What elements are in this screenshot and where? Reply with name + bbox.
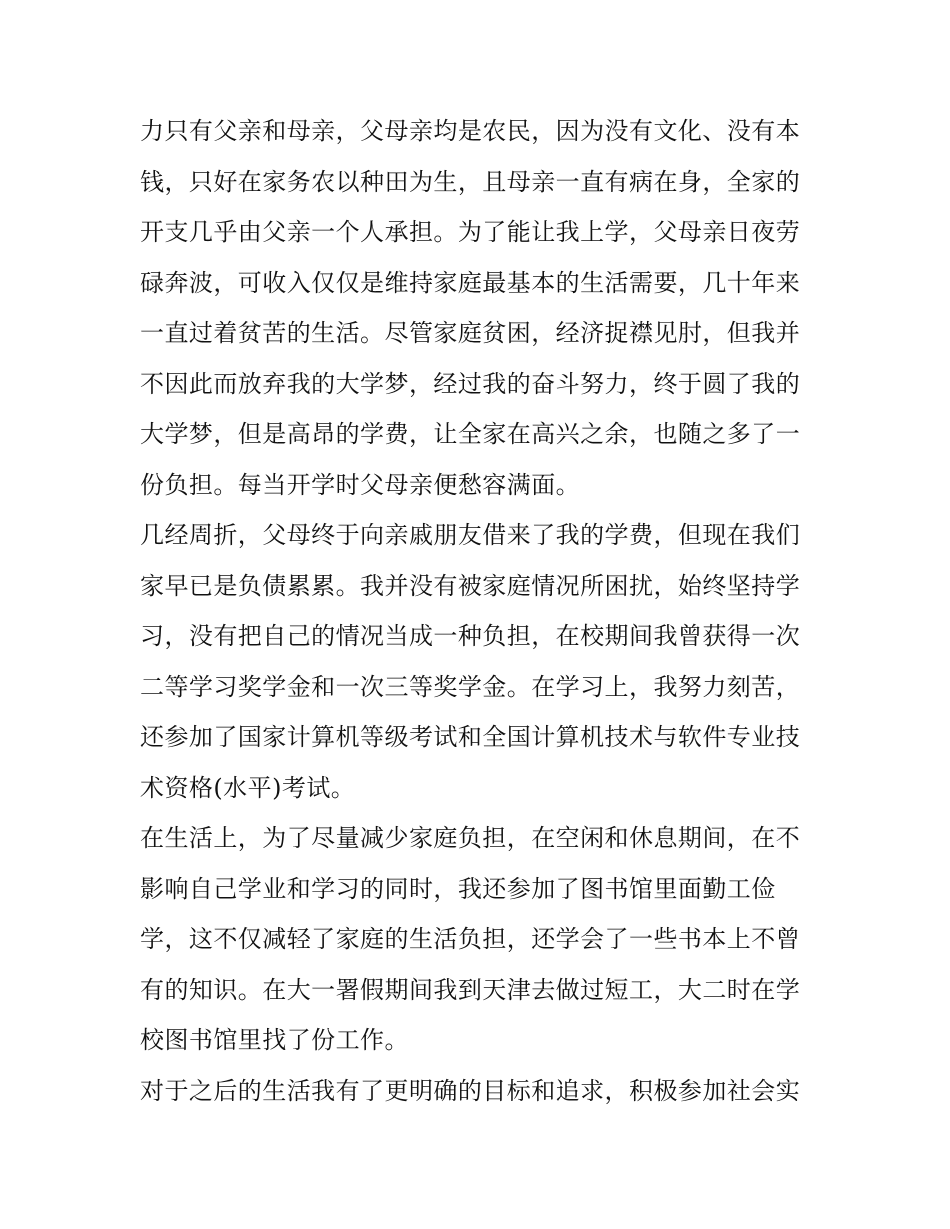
text-line: 有的知识。在大一署假期间我到天津去做过短工，大二时在学 [140, 975, 801, 1004]
body-text [140, 106, 820, 1116]
text-line: 开支几乎由父亲一个人承担。为了能让我上学，父母亲日夜劳 [140, 218, 801, 246]
text-line: 力只有父亲和母亲，父母亲均是农民，因为没有文化、没有本 [140, 117, 801, 145]
text-line: 一直过着贫苦的生活。尽管家庭贫困，经济捉襟见肘，但我并 [140, 319, 801, 347]
text-line: 术资格(水平)考试。 [140, 773, 356, 802]
text-line: 几经周折，父母终于向亲戚朋友借来了我的学费，但现在我们 [140, 521, 801, 549]
text-line: 份负担。每当开学时父母亲便愁容满面。 [140, 470, 581, 499]
text-line: 在生活上，为了尽量减少家庭负担，在空闲和休息期间，在不 [140, 824, 801, 852]
text-line: 影响自己学业和学习的同时，我还参加了图书馆里面勤工俭 [140, 874, 776, 903]
text-line: 校图书馆里找了份工作。 [140, 1026, 409, 1054]
text-line: 不因此而放弃我的大学梦，经过我的奋斗努力，终于圆了我的 [140, 369, 801, 398]
text-line: 钱，只好在家务农以种田为生，且母亲一直有病在身，全家的 [140, 167, 801, 196]
text-line: 习，没有把自己的情况当成一种负担，在校期间我曾获得一次 [140, 622, 801, 650]
text-line: 家早已是负债累累。我并没有被家庭情况所困扰，始终坚持学 [140, 571, 801, 600]
text-line: 对于之后的生活我有了更明确的目标和追求，积极参加社会实 [140, 1076, 801, 1105]
text-line: 大学梦，但是高昂的学费，让全家在高兴之余，也随之多了一 [140, 420, 801, 448]
text-line: 学，这不仅减轻了家庭的生活负担，还学会了一些书本上不曾 [140, 925, 801, 953]
text-line: 还参加了国家计算机等级考试和全国计算机技术与软件专业技 [140, 723, 801, 751]
text-line: 碌奔波，可收入仅仅是维持家庭最基本的生活需要，几十年来 [140, 268, 801, 297]
text-line: 二等学习奖学金和一次三等奖学金。在学习上，我努力刻苦， [140, 672, 801, 701]
